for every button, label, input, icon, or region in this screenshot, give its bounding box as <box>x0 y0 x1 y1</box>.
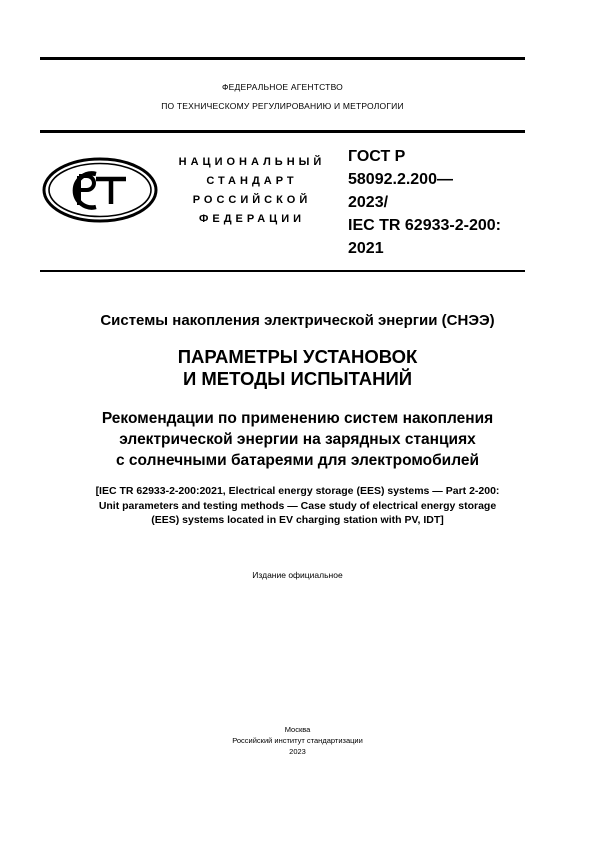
standard-designation <box>348 145 528 260</box>
rst-mark-icon <box>41 157 159 223</box>
iec-reference <box>30 484 565 528</box>
subtitle-line-1: Рекомендации по применению систем накопления <box>101 410 494 427</box>
iec-reference-line-1: [IEC TR 62933-2-200:2021, Electrical energy storage (EES) systems — Part 2-200: <box>95 485 500 497</box>
subtitle-line-3: с солнечными батареями для электромобилей <box>116 452 479 469</box>
iec-reference-line-3: (EES) systems located in EV charging station with PV, IDT] <box>151 514 444 526</box>
main-title-line-1: ПАРАМЕТРЫ УСТАНОВОК <box>177 346 418 367</box>
designation-line-4: IEC TR 62933-2-200: <box>348 217 501 234</box>
top-rule <box>40 57 525 60</box>
imprint <box>30 724 565 757</box>
imprint-city: Москва <box>284 725 311 734</box>
system-title: Системы накопления электрической энергии (СНЭЭ) <box>100 312 495 329</box>
imprint-year: 2023 <box>289 747 306 756</box>
agency-line-2: ПО ТЕХНИЧЕСКОМУ РЕГУЛИРОВАНИЮ И МЕТРОЛОГИИ <box>161 101 404 111</box>
imprint-publisher: Российский институт стандартизации <box>232 736 363 745</box>
standard-label-line-4: ФЕДЕРАЦИИ <box>198 213 306 225</box>
header-rule <box>40 130 525 133</box>
standard-label-line-2: СТАНДАРТ <box>206 175 298 187</box>
standard-label-line-3: РОССИЙСКОЙ <box>192 194 312 206</box>
subtitle <box>30 408 565 471</box>
designation-line-5: 2021 <box>348 240 384 257</box>
standard-label-line-1: НАЦИОНАЛЬНЫЙ <box>178 156 326 168</box>
designation-line-1: ГОСТ Р <box>348 148 406 165</box>
subtitle-line-2: электрической энергии на зарядных станциях <box>119 431 476 448</box>
standard-label <box>162 153 342 229</box>
edition-note: Издание официальное <box>252 570 343 580</box>
block-rule <box>40 270 525 272</box>
agency-line-1: ФЕДЕРАЛЬНОЕ АГЕНТСТВО <box>222 82 343 92</box>
iec-reference-line-2: Unit parameters and testing methods — Case study of electrical energy storage <box>98 499 497 512</box>
main-title <box>30 346 565 390</box>
designation-line-3: 2023/ <box>348 194 389 211</box>
designation-line-2: 58092.2.200— <box>348 171 453 188</box>
main-title-line-2: И МЕТОДЫ ИСПЫТАНИЙ <box>182 368 413 389</box>
